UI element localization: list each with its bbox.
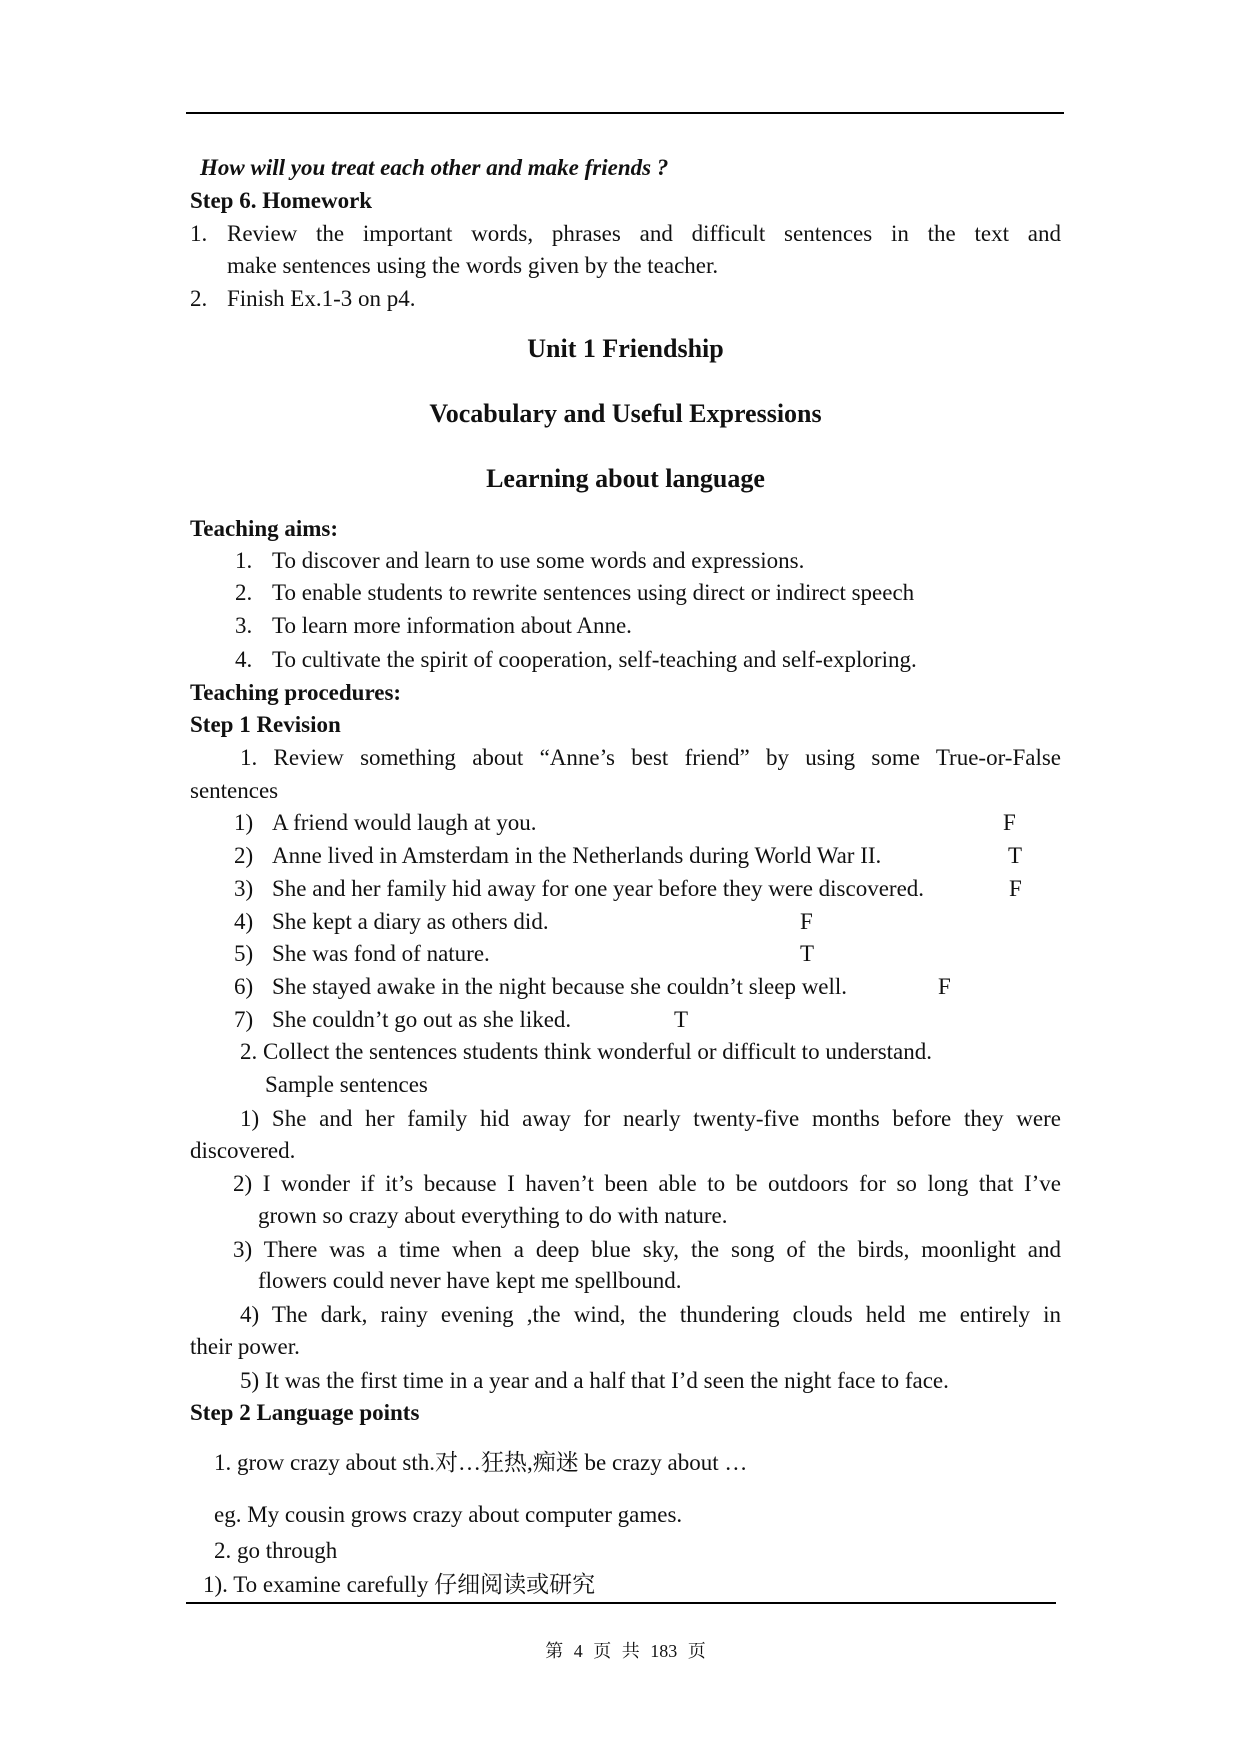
- list-number: 2): [234, 843, 254, 868]
- tf-answer: F: [938, 974, 951, 999]
- tf-statement: She couldn’t go out as she liked.: [272, 1007, 572, 1032]
- example-sentence: eg. My cousin grows crazy about computer games.: [214, 1502, 683, 1527]
- homework-item: Finish Ex.1-3 on p4.: [227, 286, 416, 311]
- sample-sentence-cont: discovered.: [190, 1138, 296, 1163]
- sample-sentence: 1) She and her family hid away for nearly twenty-five months before they were: [240, 1106, 1061, 1131]
- sample-label: Sample sentences: [265, 1072, 428, 1097]
- language-point: 2. go through: [214, 1538, 338, 1563]
- tf-answer: T: [1008, 843, 1023, 868]
- page-footer: 第 4 页 共 183 页: [545, 1641, 706, 1661]
- sample-sentence: 2) I wonder if it’s because I haven’t been able to be outdoors for so long that I’ve: [233, 1171, 1061, 1196]
- sample-sentence-cont: their power.: [190, 1334, 300, 1359]
- tf-answer: F: [800, 909, 813, 934]
- sample-sentence: 3) There was a time when a deep blue sky, the song of the birds, moonlight and: [233, 1237, 1061, 1262]
- tf-statement: She and her family hid away for one year before they were discovered.: [272, 876, 925, 901]
- top-rule: [186, 112, 1064, 114]
- review-instruction-cont: sentences: [190, 778, 279, 803]
- step6-title: Step 6. Homework: [190, 188, 373, 213]
- list-number: 4.: [235, 647, 253, 672]
- aim-item: To enable students to rewrite sentences using direct or indirect speech: [272, 580, 915, 605]
- tf-statement: She kept a diary as others did.: [272, 909, 549, 934]
- list-number: 1.: [190, 221, 208, 246]
- language-point-sub: 1). To examine carefully 仔细阅读或研究: [203, 1572, 596, 1597]
- language-point: 1. grow crazy about sth.对…狂热,痴迷 be crazy about …: [214, 1450, 748, 1475]
- list-number: 7): [234, 1007, 254, 1032]
- heading-learning: Learning about language: [486, 464, 765, 493]
- sample-sentence: 4) The dark, rainy evening ,the wind, the thundering clouds held me entirely in: [240, 1302, 1061, 1327]
- bottom-rule: [186, 1602, 1056, 1604]
- list-number: 4): [234, 909, 254, 934]
- tf-answer: T: [800, 941, 815, 966]
- step2-title: Step 2 Language points: [190, 1400, 420, 1425]
- aims-title: Teaching aims:: [190, 516, 339, 541]
- collect-instruction: 2. Collect the sentences students think wonderful or difficult to understand.: [240, 1039, 932, 1064]
- tf-answer: F: [1003, 810, 1016, 835]
- tf-answer: T: [674, 1007, 689, 1032]
- list-number: 5): [234, 941, 254, 966]
- review-instruction: 1. Review something about “Anne’s best friend” by using some True-or-False: [240, 745, 1061, 770]
- list-number: 2.: [235, 580, 253, 605]
- aim-item: To cultivate the spirit of cooperation, self-teaching and self-exploring.: [272, 647, 917, 672]
- sample-sentence-cont: grown so crazy about everything to do with nature.: [258, 1203, 728, 1228]
- homework-item: Review the important words, phrases and difficult sentences in the text and: [227, 221, 1061, 246]
- list-number: 2.: [190, 286, 208, 311]
- sample-sentence: 5) It was the first time in a year and a half that I’d seen the night face to face.: [240, 1368, 949, 1393]
- list-number: 1): [234, 810, 254, 835]
- heading-unit: Unit 1 Friendship: [527, 334, 724, 363]
- sample-sentence-cont: flowers could never have kept me spellbound.: [258, 1268, 682, 1293]
- tf-statement: She was fond of nature.: [272, 941, 490, 966]
- list-number: 1.: [235, 548, 253, 573]
- homework-item-cont: make sentences using the words given by the teacher.: [227, 253, 719, 278]
- step1-title: Step 1 Revision: [190, 712, 341, 737]
- question: How will you treat each other and make friends ?: [200, 155, 669, 180]
- tf-statement: She stayed awake in the night because she couldn’t sleep well.: [272, 974, 848, 999]
- list-number: 3.: [235, 613, 253, 638]
- list-number: 6): [234, 974, 254, 999]
- tf-statement: A friend would laugh at you.: [272, 810, 537, 835]
- heading-vocabulary: Vocabulary and Useful Expressions: [429, 399, 822, 428]
- aim-item: To learn more information about Anne.: [272, 613, 632, 638]
- aim-item: To discover and learn to use some words and expressions.: [272, 548, 805, 573]
- tf-statement: Anne lived in Amsterdam in the Netherlands during World War II.: [272, 843, 882, 868]
- procedures-title: Teaching procedures:: [190, 680, 402, 705]
- list-number: 3): [234, 876, 254, 901]
- tf-answer: F: [1009, 876, 1022, 901]
